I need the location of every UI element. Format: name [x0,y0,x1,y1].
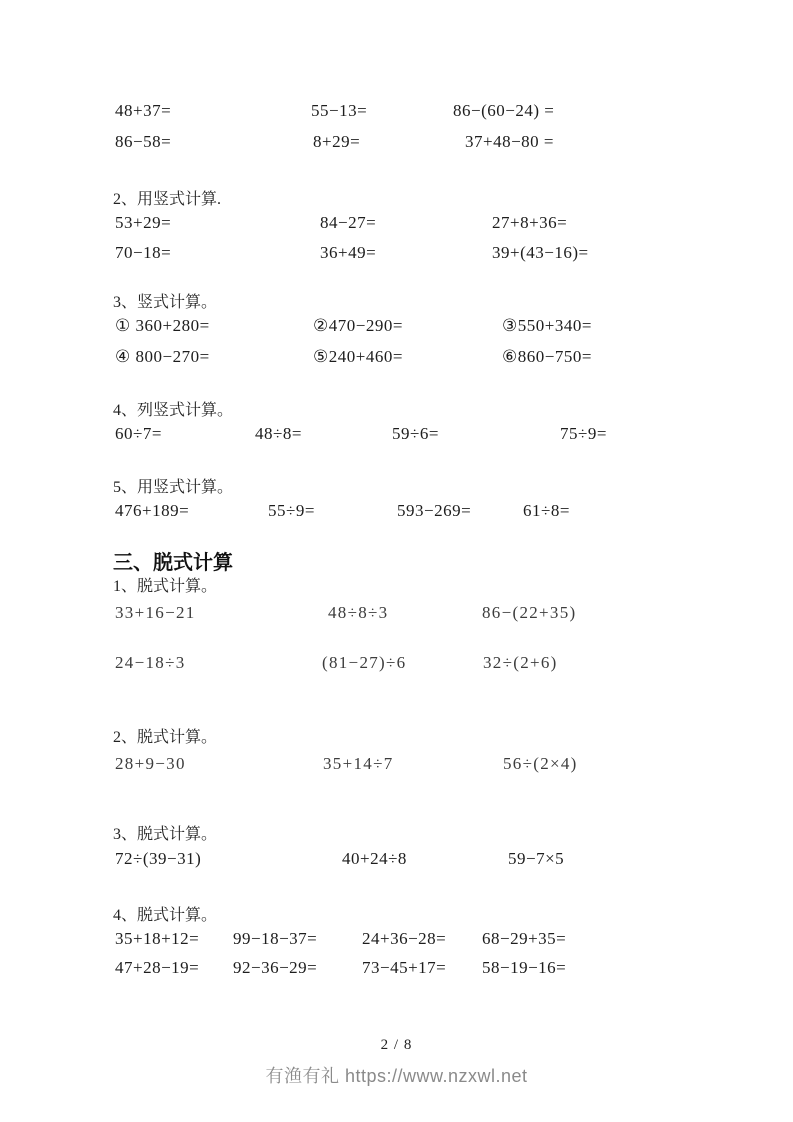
math-row [115,754,733,774]
math-expression: 70−18= [115,243,172,262]
math-expression: 72÷(39−31) [115,849,202,868]
math-expression: ②470−290= [313,316,403,335]
section-heading: 4、脱式计算。 [113,907,218,924]
math-expression: 75÷9= [560,424,607,443]
math-expression: 53+29= [115,213,172,232]
math-expression: 28+9−30 [115,754,186,773]
math-expression: 59−7×5 [508,849,565,868]
math-expression: 593−269= [397,501,472,520]
math-expression: 24−18÷3 [115,653,186,672]
math-expression: 35+18+12= [115,929,200,948]
math-row [115,929,733,949]
math-row [115,849,733,869]
math-expression: 59÷6= [392,424,439,443]
math-expression: 99−18−37= [233,929,318,948]
math-expression: 60÷7= [115,424,162,443]
math-expression: 35+14÷7 [323,754,394,773]
math-expression: ④ 800−270= [115,347,210,366]
math-expression: 55÷9= [268,501,315,520]
section-heading: 4、列竖式计算。 [113,402,234,419]
math-row [115,424,733,444]
section-heading: 5、用竖式计算。 [113,479,234,496]
math-expression: 55−13= [311,101,368,120]
math-expression: 476+189= [115,501,190,520]
math-row [115,958,733,978]
math-expression: 8+29= [313,132,361,151]
math-expression: 48÷8= [255,424,302,443]
watermark-text: 有渔有礼 https://www.nzxwl.net [265,1066,528,1086]
math-expression: 37+48−80 = [465,132,555,151]
section-heading: 3、竖式计算。 [113,294,218,311]
part-heading: 三、脱式计算 [113,552,233,574]
section-heading: 3、脱式计算。 [113,826,218,843]
math-expression: 68−29+35= [482,929,567,948]
math-row [115,132,733,152]
math-expression: 33+16−21 [115,603,196,622]
math-expression: 24+36−28= [362,929,447,948]
math-expression: 47+28−19= [115,958,200,977]
math-expression: 73−45+17= [362,958,447,977]
math-expression: 56÷(2×4) [503,754,578,773]
math-row [115,501,733,521]
math-expression: 92−36−29= [233,958,318,977]
math-expression: ③550+340= [502,316,592,335]
math-expression: 36+49= [320,243,377,262]
math-expression: 86−58= [115,132,172,151]
math-row [115,347,733,367]
section-heading: 1、脱式计算。 [113,578,218,595]
math-expression: 27+8+36= [492,213,568,232]
math-expression: (81−27)÷6 [322,653,407,672]
math-expression: 86−(22+35) [482,603,577,622]
page-number: 2 / 8 [380,1037,413,1053]
math-expression: 86−(60−24) = [453,101,555,120]
math-expression: 58−19−16= [482,958,567,977]
math-row [115,603,733,623]
math-expression: 39+(43−16)= [492,243,589,262]
math-expression: 40+24÷8 [342,849,407,868]
math-expression: ⑥860−750= [502,347,592,366]
math-row [115,653,733,673]
math-expression: 32÷(2+6) [483,653,558,672]
math-expression: ⑤240+460= [313,347,403,366]
math-expression: 84−27= [320,213,377,232]
math-row [115,243,733,263]
section-heading: 2、脱式计算。 [113,729,218,746]
math-expression: ① 360+280= [115,316,210,335]
section-heading: 2、用竖式计算. [113,191,222,208]
math-expression: 48÷8÷3 [328,603,389,622]
math-expression: 61÷8= [523,501,570,520]
math-row [115,213,733,233]
math-row [115,101,733,121]
math-expression: 48+37= [115,101,172,120]
math-row [115,316,733,336]
